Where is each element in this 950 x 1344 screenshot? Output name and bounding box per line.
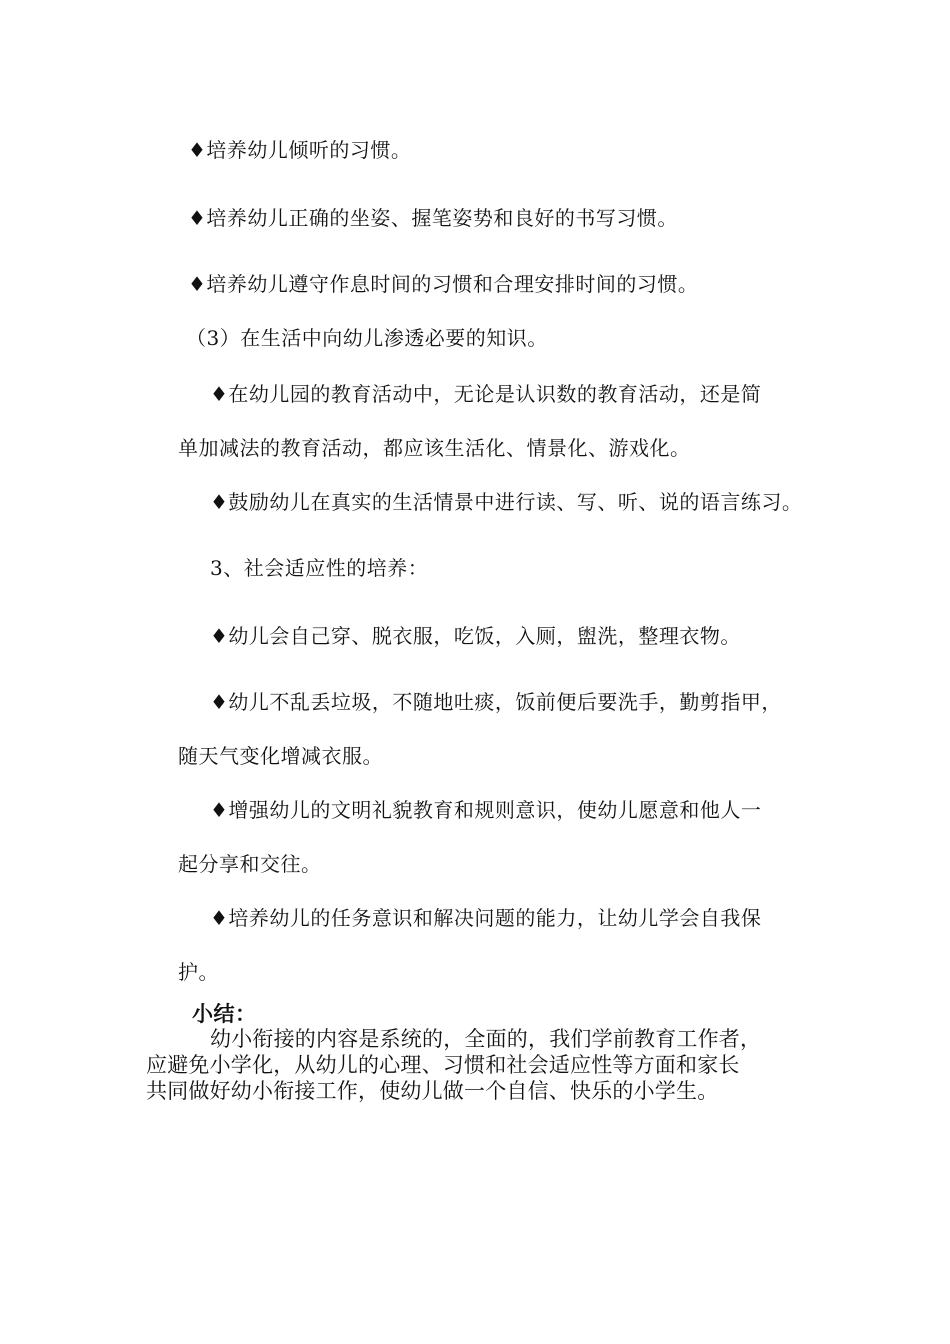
summary-title: 小结： bbox=[192, 1001, 257, 1026]
summary-line-3: 共同做好幼小衔接工作，使幼儿做一个自信、快乐的小学生。 bbox=[146, 1079, 719, 1103]
section-knowledge-heading: （3）在生活中向幼儿渗透必要的知识。 bbox=[186, 326, 548, 350]
bullet-schedule-habit: ♦培养幼儿遵守作息时间的习惯和合理安排时间的习惯。 bbox=[188, 272, 699, 296]
bullet-hygiene: ♦幼儿不乱丢垃圾，不随地吐痰，饭前便后要洗手，勤剪指甲， bbox=[210, 690, 782, 714]
bullet-etiquette-cont: 起分享和交往。 bbox=[178, 852, 322, 876]
bullet-hygiene-cont: 随天气变化增减衣服。 bbox=[178, 744, 383, 768]
summary-line-2: 应避免小学化，从幼儿的心理、习惯和社会适应性等方面和家长 bbox=[146, 1053, 740, 1077]
bullet-listening-habit: ♦培养幼儿倾听的习惯。 bbox=[188, 138, 412, 162]
bullet-task-awareness: ♦培养幼儿的任务意识和解决问题的能力，让幼儿学会自我保 bbox=[210, 906, 762, 930]
bullet-posture-habit: ♦培养幼儿正确的坐姿、握笔姿势和良好的书写习惯。 bbox=[188, 206, 678, 230]
summary-line-1: 幼小衔接的内容是系统的，全面的，我们学前教育工作者， bbox=[210, 1027, 762, 1051]
bullet-self-care: ♦幼儿会自己穿、脱衣服，吃饭，入厕，盥洗，整理衣物。 bbox=[210, 624, 741, 648]
section-social-heading: 3、社会适应性的培养： bbox=[210, 556, 429, 580]
bullet-education-activities: ♦在幼儿园的教育活动中，无论是认识数的教育活动，还是简 bbox=[210, 382, 762, 406]
bullet-etiquette: ♦增强幼儿的文明礼貌教育和规则意识，使幼儿愿意和他人一 bbox=[210, 798, 762, 822]
bullet-education-activities-cont: 单加减法的教育活动，都应该生活化、情景化、游戏化。 bbox=[178, 436, 691, 460]
bullet-task-awareness-cont: 护。 bbox=[178, 960, 219, 984]
bullet-language-practice: ♦鼓励幼儿在真实的生活情景中进行读、写、听、说的语言练习。 bbox=[210, 490, 803, 514]
